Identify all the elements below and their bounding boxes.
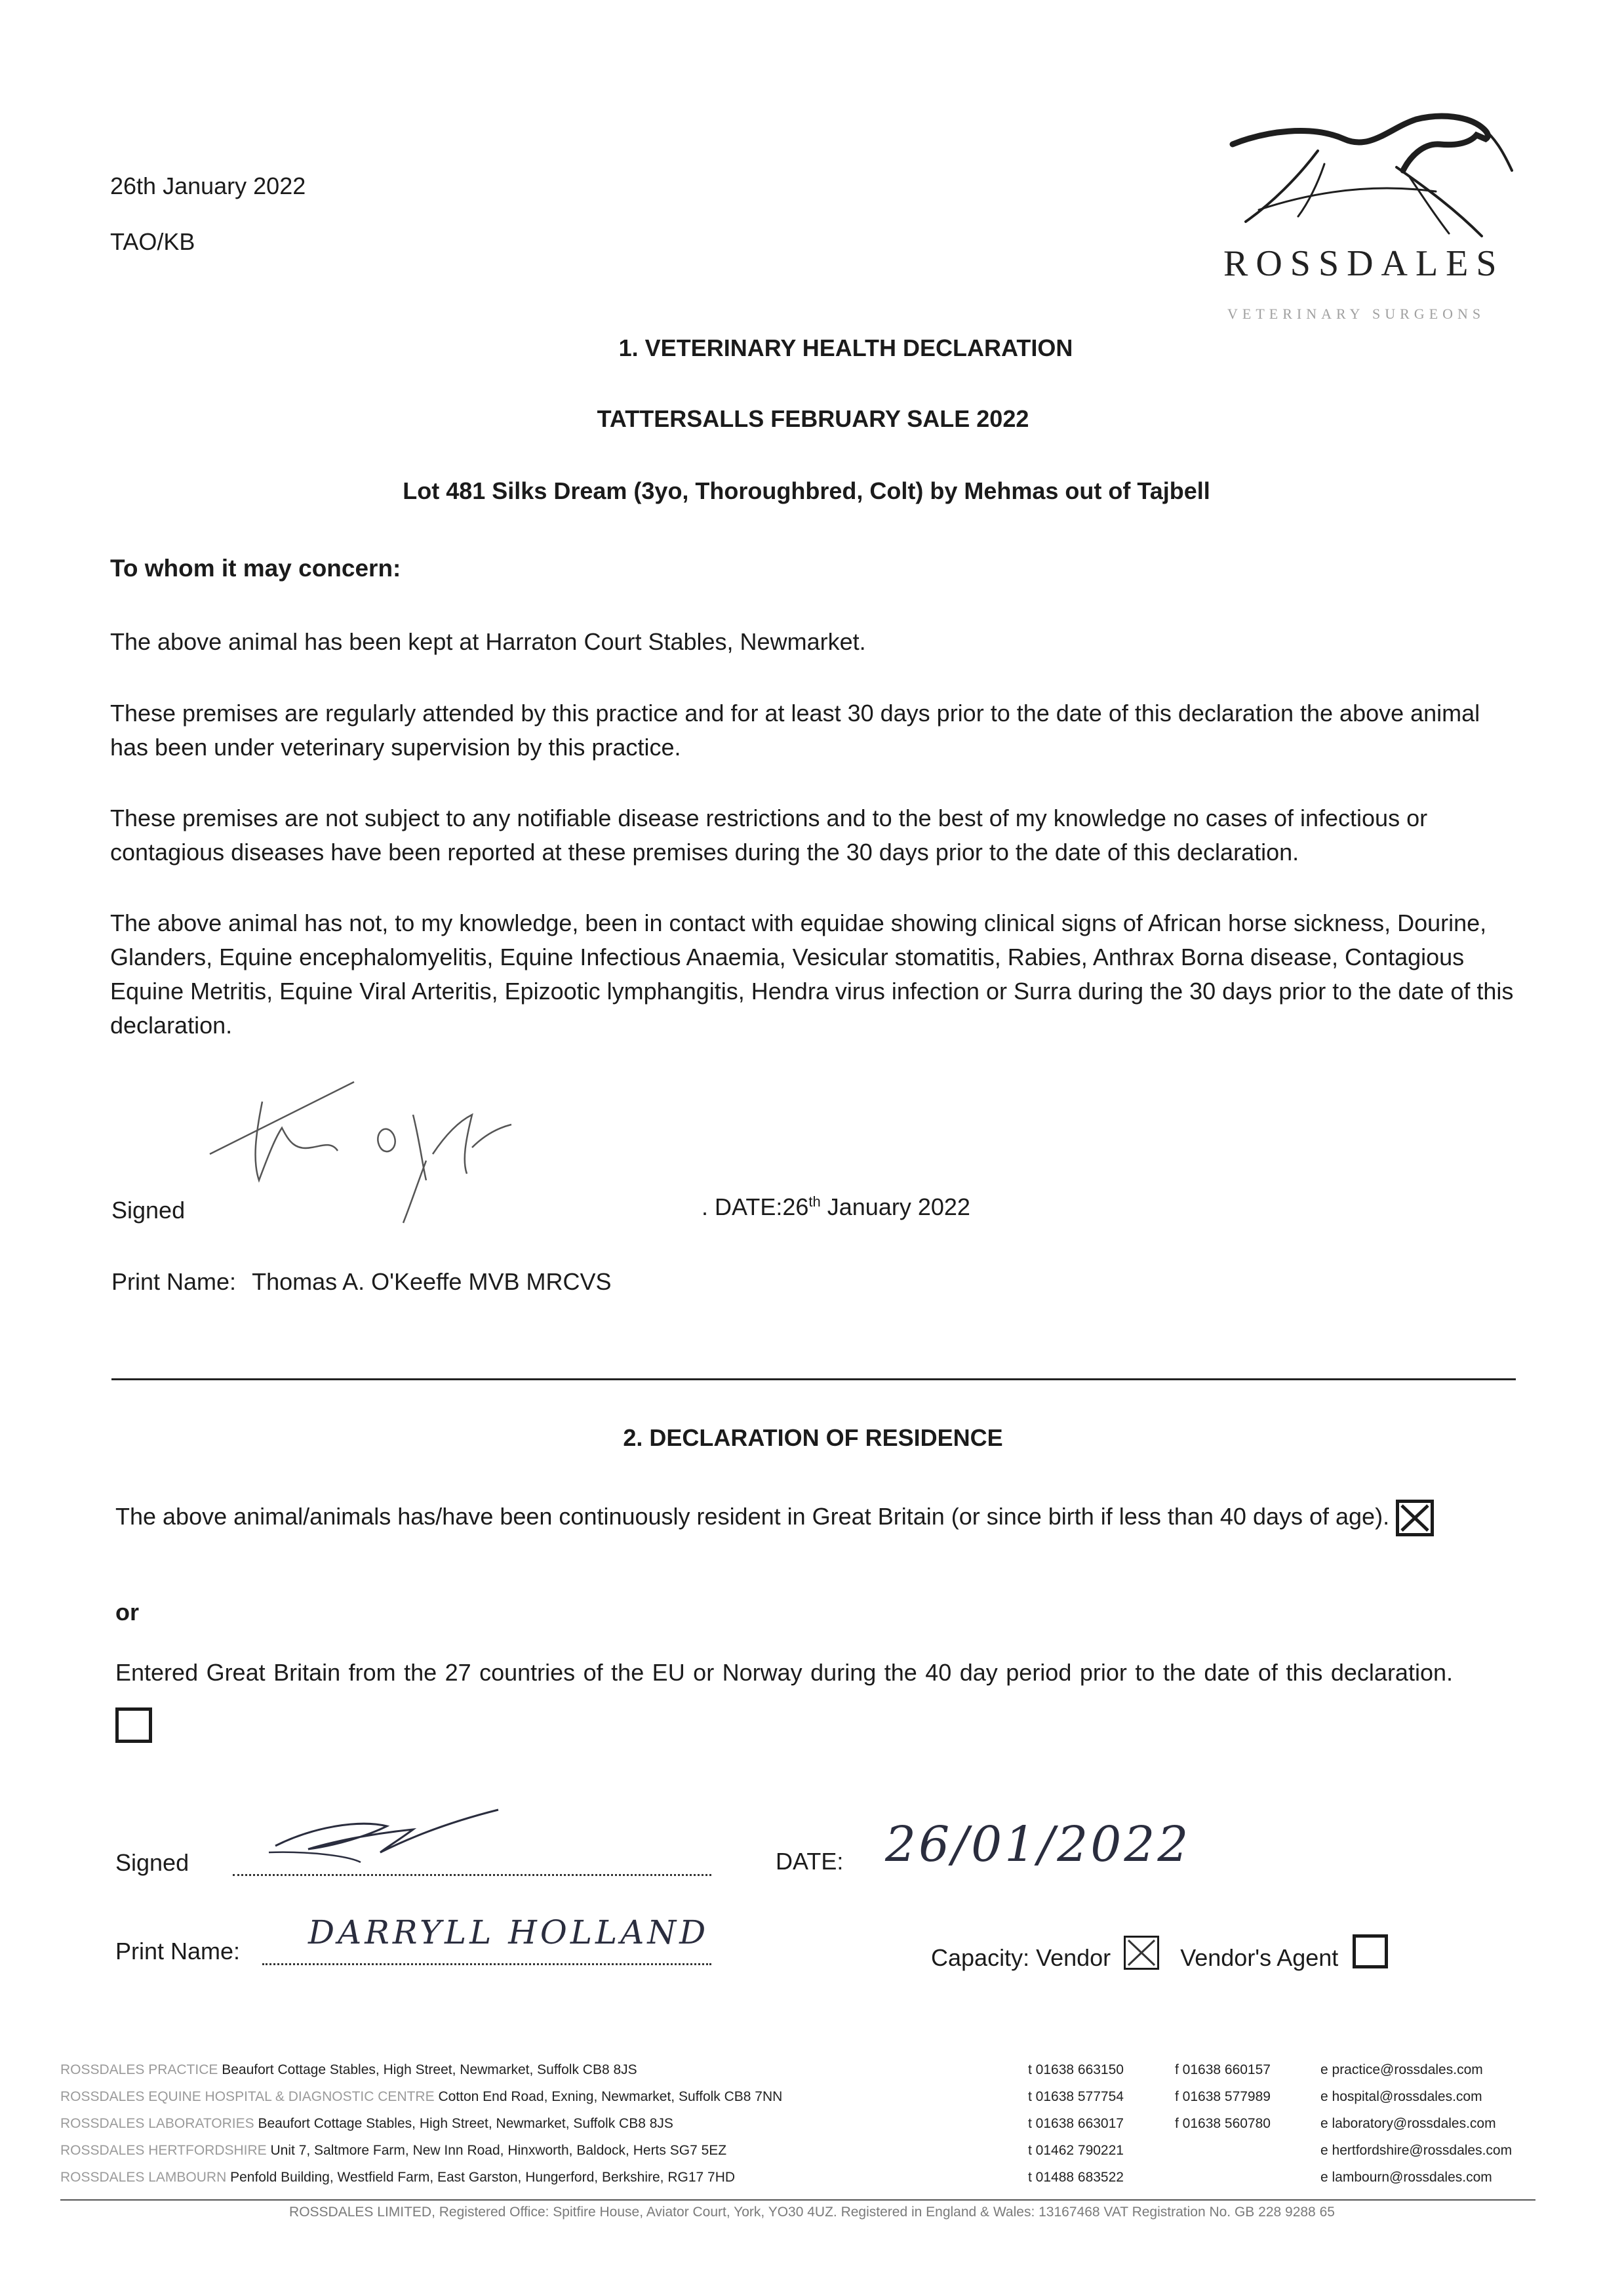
section2-signed-label: Signed bbox=[115, 1849, 189, 1876]
vendor-signature bbox=[256, 1800, 505, 1872]
footer-office-row bbox=[60, 2089, 782, 2105]
salutation: To whom it may concern: bbox=[110, 555, 401, 582]
capacity-vendor-checkbox[interactable] bbox=[1124, 1936, 1159, 1970]
logo-subtitle: VETERINARY SURGEONS bbox=[1227, 306, 1486, 322]
horse-logo-icon bbox=[1219, 105, 1521, 262]
paragraph-premises: The above animal has been kept at Harraton Court Stables, Newmarket. bbox=[110, 628, 866, 655]
residence-option2 bbox=[115, 1647, 1453, 1749]
check-mark-icon bbox=[1399, 1503, 1431, 1533]
section2-date-label: DATE: bbox=[776, 1848, 844, 1875]
office-name: ROSSDALES LABORATORIES bbox=[60, 2116, 254, 2131]
section1-print-name bbox=[111, 1268, 611, 1296]
logo-wordmark: ROSSDALES bbox=[1223, 243, 1505, 284]
section2-date-handwritten: 26/01/2022 bbox=[885, 1816, 1191, 1873]
residence-option1-checkbox[interactable] bbox=[1396, 1500, 1434, 1536]
print-name-label: Print Name: bbox=[111, 1268, 237, 1295]
section1-date-prefix: . DATE:26 bbox=[702, 1193, 809, 1220]
office-tel: t 01638 663017 bbox=[1028, 2116, 1124, 2131]
section1-date-sup: th bbox=[808, 1193, 821, 1210]
capacity-agent-checkbox[interactable] bbox=[1353, 1934, 1388, 1968]
residence-option1 bbox=[115, 1491, 1453, 1542]
office-address: Cotton End Road, Exning, Newmarket, Suffolk CB8 7NN bbox=[438, 2089, 783, 2104]
residence-option1-text: The above animal/animals has/have been continuously resident in Great Britain (or since birth if less than 40 days of age). bbox=[115, 1503, 1390, 1530]
section1-heading: 1. VETERINARY HEALTH DECLARATION bbox=[618, 334, 1073, 361]
residence-option2-text: Entered Great Britain from the 27 countries of the EU or Norway during the 40 day period prior to the date of this declaration. bbox=[115, 1659, 1453, 1686]
office-fax: f 01638 577989 bbox=[1175, 2089, 1271, 2104]
section1-date bbox=[702, 1193, 970, 1221]
footer-divider bbox=[60, 2199, 1535, 2201]
footer-office-row bbox=[60, 2143, 726, 2159]
vet-signature-icon bbox=[197, 1075, 551, 1226]
residence-option2-checkbox[interactable] bbox=[115, 1707, 152, 1743]
section2-print-name-handwritten: DARRYLL HOLLAND bbox=[308, 1913, 709, 1951]
check-mark-icon bbox=[1126, 1938, 1157, 1968]
footer-registered: ROSSDALES LIMITED, Registered Office: Spitfire House, Aviator Court, York, YO30 4UZ. Registered in England & Wales: 13167468 VAT Registration No. GB 228 9288 65 bbox=[289, 2205, 1335, 2220]
footer-office-row bbox=[60, 2116, 673, 2132]
vendor-signature-icon bbox=[256, 1800, 505, 1872]
footer-office-row bbox=[60, 2062, 637, 2078]
capacity-agent-label: Vendor's Agent bbox=[1180, 1944, 1339, 1971]
office-address: Unit 7, Saltmore Farm, New Inn Road, Hinxworth, Baldock, Herts SG7 5EZ bbox=[270, 2143, 727, 2158]
office-fax: f 01638 660157 bbox=[1175, 2062, 1271, 2077]
office-fax: f 01638 560780 bbox=[1175, 2116, 1271, 2131]
office-tel: t 01638 663150 bbox=[1028, 2062, 1124, 2077]
capacity-row bbox=[931, 1934, 1388, 1972]
capacity-vendor-label: Capacity: Vendor bbox=[931, 1944, 1111, 1971]
section2-print-name-label: Print Name: bbox=[115, 1938, 241, 1965]
office-name: ROSSDALES LAMBOURN bbox=[60, 2170, 227, 2185]
sale-title: TATTERSALLS FEBRUARY SALE 2022 bbox=[597, 405, 1029, 432]
footer-office-row bbox=[60, 2170, 735, 2185]
vet-signature bbox=[197, 1075, 551, 1226]
office-name: ROSSDALES EQUINE HOSPITAL & DIAGNOSTIC CENTRE bbox=[60, 2089, 435, 2104]
paragraph-supervision: These premises are regularly attended by this practice and for at least 30 days prior to the date of this declaration the above animal has been under veterinary supervision by this practice. bbox=[110, 700, 1480, 761]
office-email[interactable]: e hospital@rossdales.com bbox=[1320, 2089, 1482, 2104]
office-name: ROSSDALES PRACTICE bbox=[60, 2062, 218, 2077]
or-label: or bbox=[115, 1599, 139, 1626]
office-email[interactable]: e laboratory@rossdales.com bbox=[1320, 2116, 1496, 2131]
office-email[interactable]: e hertfordshire@rossdales.com bbox=[1320, 2143, 1513, 2158]
office-tel: t 01638 577754 bbox=[1028, 2089, 1124, 2104]
office-address: Penfold Building, Westfield Farm, East Garston, Hungerford, Berkshire, RG17 7HD bbox=[230, 2170, 736, 2185]
office-tel: t 01488 683522 bbox=[1028, 2170, 1124, 2185]
office-email[interactable]: e lambourn@rossdales.com bbox=[1320, 2170, 1492, 2185]
print-name-value: Thomas A. O'Keeffe MVB MRCVS bbox=[252, 1268, 612, 1295]
section1-date-suffix: January 2022 bbox=[820, 1193, 970, 1220]
letter-date: 26th January 2022 bbox=[110, 172, 306, 199]
office-address: Beaufort Cottage Stables, High Street, Newmarket, Suffolk CB8 8JS bbox=[222, 2062, 637, 2077]
rossdales-logo bbox=[1219, 105, 1521, 334]
office-address: Beaufort Cottage Stables, High Street, Newmarket, Suffolk CB8 8JS bbox=[258, 2116, 673, 2131]
reference-code: TAO/KB bbox=[110, 228, 195, 255]
office-tel: t 01462 790221 bbox=[1028, 2143, 1124, 2158]
section1-signed-label: Signed bbox=[111, 1197, 186, 1224]
office-name: ROSSDALES HERTFORDSHIRE bbox=[60, 2143, 267, 2158]
office-email[interactable]: e practice@rossdales.com bbox=[1320, 2062, 1483, 2077]
section2-heading: 2. DECLARATION OF RESIDENCE bbox=[623, 1424, 1003, 1451]
paragraph-contact: The above animal has not, to my knowledge, been in contact with equidae showing clinical signs of African horse sickness, Dourine, Glanders, Equine encephalomyelitis, Equine Infectious Anaemia, Vesicular stomatitis, Rabies, Anthrax Borna disease, Contagious Equine Metritis, Equine Viral Arteritis, Epizootic lymphangitis, Hendra virus infection or Surra during the 30 days prior to the date of this declaration. bbox=[110, 909, 1514, 1039]
paragraph-disease: These premises are not subject to any notifiable disease restrictions and to the best of my knowledge no cases of infectious or contagious diseases have been reported at these premises during the 30 days prior to the date of this declaration. bbox=[110, 805, 1428, 866]
lot-title: Lot 481 Silks Dream (3yo, Thoroughbred, Colt) by Mehmas out of Tajbell bbox=[403, 477, 1210, 504]
section-divider bbox=[111, 1378, 1516, 1380]
